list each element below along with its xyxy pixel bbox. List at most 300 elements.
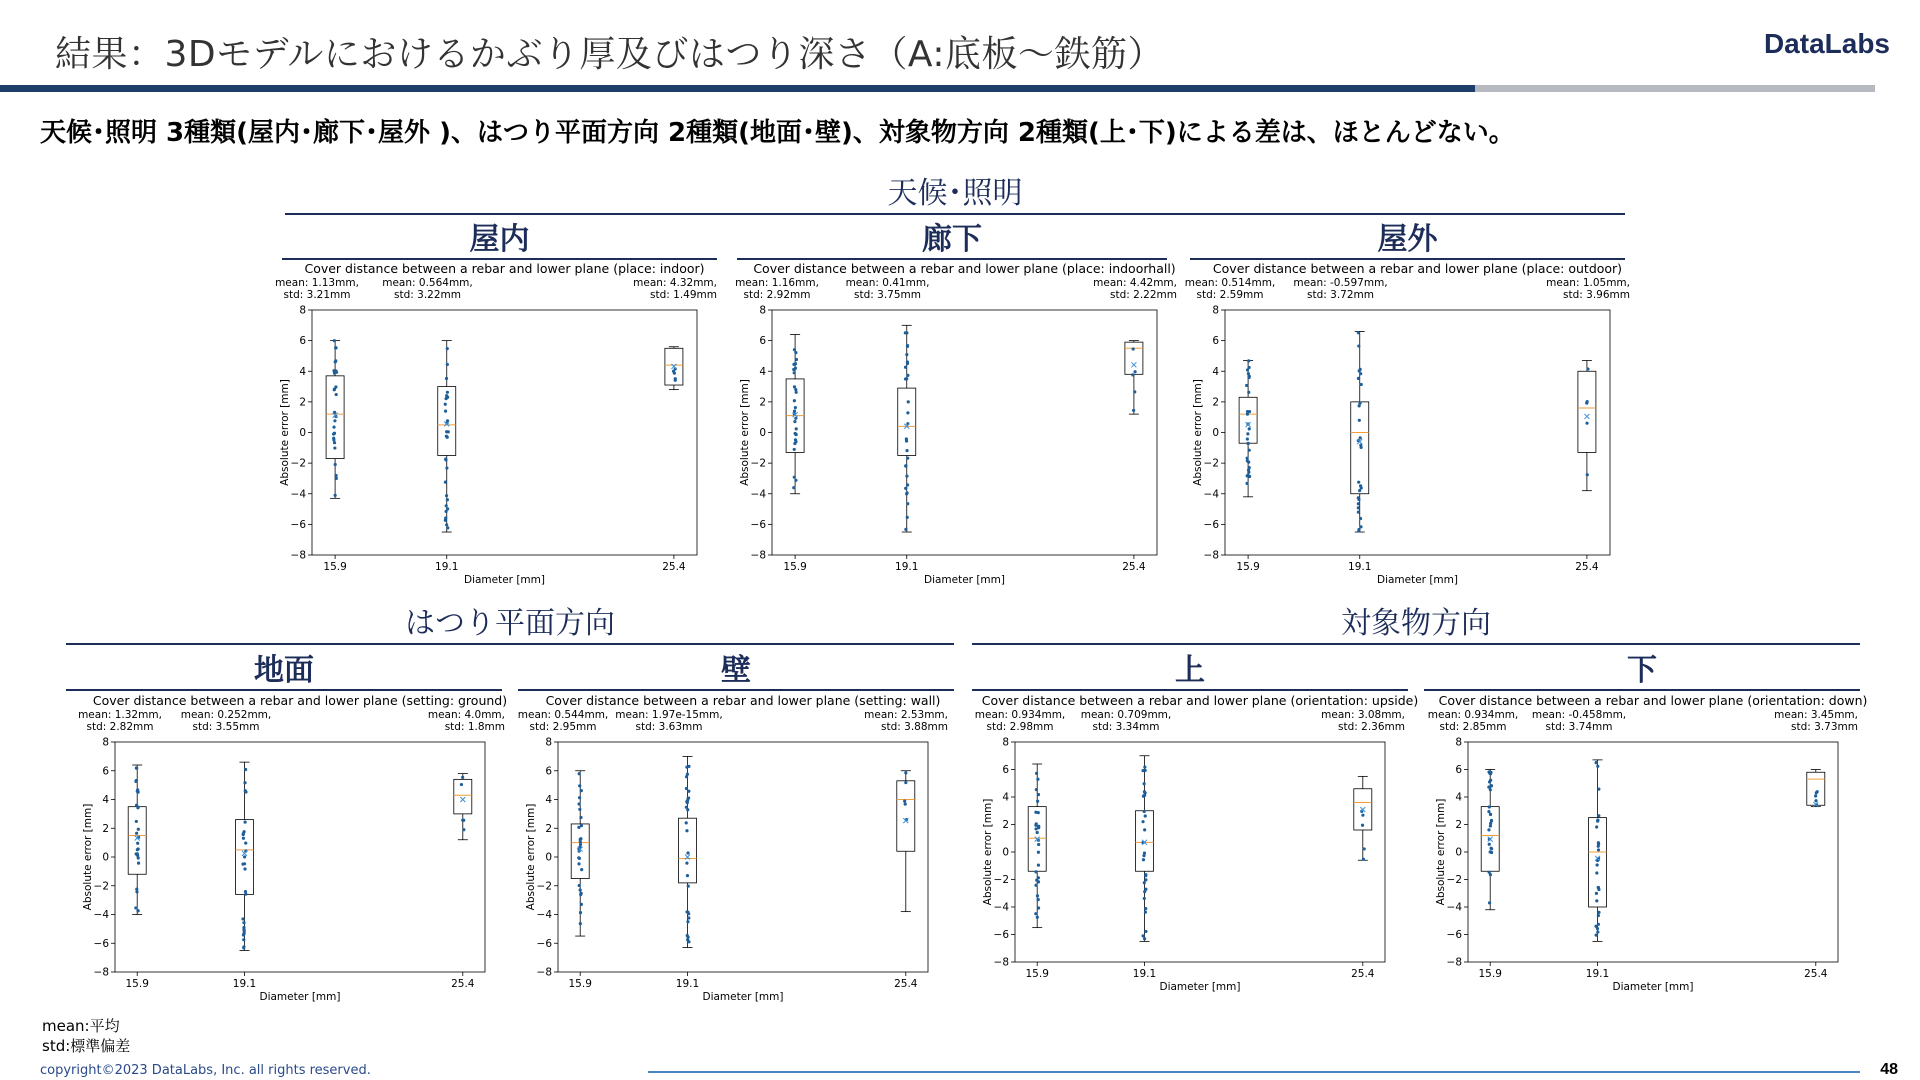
y-tick-label: 8: [1455, 736, 1462, 749]
std-label: std: 1.8mm: [444, 721, 505, 733]
data-point: [137, 806, 140, 809]
data-point: [904, 366, 907, 369]
data-point: [1595, 871, 1598, 874]
y-tick-label: 0: [102, 851, 109, 864]
y-tick-label: 2: [1212, 396, 1219, 409]
x-tick-label: 25.4: [1351, 968, 1375, 980]
x-tick-label: 15.9: [1478, 968, 1502, 980]
data-point: [242, 946, 245, 949]
chart-wall: [518, 694, 958, 1014]
y-tick-label: −4: [290, 488, 306, 501]
data-point: [136, 848, 139, 851]
data-point: [334, 360, 337, 363]
data-point: [793, 410, 796, 413]
y-tick-label: 6: [759, 335, 766, 348]
data-point: [1248, 410, 1251, 413]
chart-title: Cover distance between a rebar and lower plane (place: outdoor): [1212, 261, 1623, 276]
y-tick-label: 6: [545, 765, 552, 778]
x-tick-label: 15.9: [323, 561, 347, 573]
y-tick-label: 0: [1212, 427, 1219, 439]
data-point: [1034, 827, 1037, 830]
chart-title: Cover distance between a rebar and lower plane (setting: wall): [545, 693, 941, 708]
data-point: [906, 345, 909, 348]
data-point: [1132, 347, 1135, 350]
data-point: [1037, 880, 1040, 883]
data-point: [1597, 787, 1600, 790]
data-point: [444, 458, 447, 461]
subtitle-divider-ground: [66, 689, 502, 691]
data-point: [446, 347, 449, 350]
data-point: [1361, 814, 1364, 817]
data-point: [1142, 854, 1145, 857]
data-point: [1357, 510, 1360, 513]
y-tick-label: 8: [1212, 304, 1219, 317]
x-axis-label: Diameter [mm]: [702, 991, 784, 1003]
mean-label: mean: 0.564mm,: [382, 277, 473, 289]
data-point: [135, 887, 138, 890]
data-point: [579, 838, 582, 841]
box-iqr: [898, 388, 916, 455]
data-point: [445, 494, 448, 497]
data-point: [1489, 847, 1492, 850]
data-point: [579, 816, 582, 819]
y-tick-label: −4: [1446, 901, 1462, 914]
plot-area: [1015, 742, 1385, 962]
data-point: [243, 867, 246, 870]
data-point: [243, 855, 246, 858]
group-title-plane: はつり平面方向: [405, 606, 615, 641]
plot-area: [1468, 742, 1838, 962]
y-tick-label: −2: [993, 874, 1009, 886]
data-point: [1132, 409, 1135, 412]
y-tick-label: 6: [1002, 764, 1009, 776]
x-tick-label: 19.1: [895, 561, 919, 573]
data-point: [685, 787, 688, 790]
subtitle-ground: 地面: [254, 653, 314, 688]
y-tick-label: 0: [1002, 846, 1009, 859]
data-point: [1488, 805, 1491, 808]
x-tick-label: 19.1: [1585, 968, 1610, 980]
data-point: [1247, 468, 1250, 471]
data-point: [1357, 481, 1360, 484]
data-point: [460, 783, 463, 786]
copyright: copyright©2023 DataLabs, Inc. all rights reserved.: [40, 1063, 371, 1078]
y-tick-label: −2: [93, 880, 109, 893]
data-point: [243, 930, 246, 933]
data-point: [1357, 377, 1360, 380]
data-point: [686, 773, 689, 776]
mean-label: mean: 0.252mm,: [180, 709, 272, 721]
data-point: [1489, 824, 1492, 827]
data-point: [1359, 525, 1362, 528]
data-point: [136, 852, 139, 855]
data-point: [335, 477, 338, 480]
x-axis-label: Diameter [mm]: [463, 574, 546, 586]
data-point: [1246, 474, 1249, 477]
data-point: [903, 800, 906, 803]
data-point: [1487, 810, 1490, 813]
std-label: std: 2.36mm: [1338, 721, 1405, 733]
std-label: std: 3.72mm: [1307, 289, 1374, 301]
data-point: [444, 410, 447, 413]
data-point: [1143, 828, 1146, 831]
chart-title: Cover distance between a rebar and lower plane (place: indoor): [304, 261, 705, 276]
data-point: [1144, 888, 1147, 891]
x-axis-label: Diameter [mm]: [1376, 574, 1459, 586]
data-point: [580, 868, 583, 871]
data-point: [1586, 473, 1589, 476]
header-divider: [0, 85, 1475, 92]
data-point: [793, 399, 796, 402]
data-point: [1246, 368, 1249, 371]
subtitle-divider-outdoor: [1190, 258, 1625, 260]
y-tick-label: −8: [536, 966, 552, 979]
data-point: [578, 884, 581, 887]
data-point: [1490, 819, 1493, 822]
box-15.9: [1481, 770, 1499, 910]
mean-label: mean: 1.97e-15mm,: [615, 709, 723, 721]
mean-label: mean: 0.709mm,: [1080, 709, 1172, 721]
data-point: [134, 780, 137, 783]
y-tick-label: 2: [102, 822, 109, 835]
x-tick-label: 25.4: [1122, 561, 1146, 573]
data-point: [445, 504, 448, 507]
data-point: [1357, 344, 1360, 347]
data-point: [1596, 820, 1599, 823]
y-tick-label: −6: [993, 929, 1009, 941]
y-tick-label: −8: [750, 549, 766, 562]
page-number: 48: [1880, 1061, 1898, 1078]
data-point: [1144, 907, 1147, 910]
data-point: [793, 348, 796, 351]
data-point: [794, 351, 797, 354]
mean-label: mean: 0.41mm,: [845, 277, 930, 289]
data-point: [333, 419, 336, 422]
y-tick-label: −6: [93, 937, 109, 950]
mean-label: mean: 1.05mm,: [1546, 277, 1630, 289]
data-point: [1489, 771, 1492, 774]
y-tick-label: 6: [299, 335, 306, 348]
y-tick-label: 2: [299, 396, 306, 409]
data-point: [1245, 482, 1248, 485]
data-point: [793, 420, 796, 423]
data-point: [793, 371, 796, 374]
data-point: [1034, 912, 1037, 915]
y-tick-label: 0: [1455, 846, 1462, 859]
data-point: [795, 391, 798, 394]
data-point: [1037, 898, 1040, 901]
data-point: [242, 921, 245, 924]
data-point: [332, 432, 335, 435]
data-point: [1036, 778, 1039, 781]
data-point: [1357, 331, 1360, 334]
y-tick-label: −4: [993, 901, 1009, 914]
data-point: [687, 796, 690, 799]
data-point: [333, 339, 336, 342]
data-point: [1248, 375, 1251, 378]
y-tick-label: 8: [299, 304, 306, 317]
y-axis-label: Absolute error [mm]: [739, 379, 751, 486]
brand-logo: DataLabs: [1763, 28, 1890, 59]
plot-area: [772, 310, 1157, 555]
data-point: [1142, 934, 1145, 937]
data-point: [1487, 828, 1490, 831]
x-tick-label: 25.4: [1804, 968, 1828, 980]
data-point: [1037, 811, 1040, 814]
data-point: [904, 464, 907, 467]
std-label: std: 3.22mm: [394, 289, 461, 301]
box-15.9: [128, 765, 146, 915]
std-label: std: 3.88mm: [881, 721, 948, 733]
data-point: [1035, 772, 1038, 775]
std-label: std: 3.63mm: [635, 721, 703, 733]
std-label: std: 2.59mm: [1196, 289, 1264, 301]
data-point: [1597, 814, 1600, 817]
y-tick-label: 4: [1455, 791, 1462, 804]
data-point: [1037, 906, 1040, 909]
data-point: [1488, 780, 1491, 783]
data-point: [1597, 886, 1600, 889]
std-label: std: 1.49mm: [650, 289, 717, 301]
data-point: [794, 432, 797, 435]
x-axis-label: Diameter [mm]: [259, 991, 341, 1003]
data-point: [1037, 793, 1040, 796]
data-point: [1594, 925, 1597, 928]
chart-title: Cover distance between a rebar and lower plane (place: indoorhall): [753, 261, 1176, 276]
data-point: [1037, 876, 1040, 879]
data-point: [1596, 863, 1599, 866]
x-tick-label: 25.4: [894, 978, 918, 990]
chart-title: Cover distance between a rebar and lower plane (setting: ground): [92, 693, 508, 708]
y-axis-label: Absolute error [mm]: [82, 803, 94, 911]
x-tick-label: 25.4: [1575, 561, 1599, 573]
data-point: [446, 391, 449, 394]
data-point: [1143, 790, 1146, 793]
data-point: [1814, 799, 1817, 802]
data-point: [244, 768, 247, 771]
subtitle-divider-indoor: [282, 258, 717, 260]
std-label: std: 2.95mm: [529, 721, 597, 733]
y-tick-label: −2: [290, 457, 306, 470]
y-tick-label: 4: [299, 365, 306, 378]
subtitle-up: 上: [1175, 653, 1205, 688]
mean-marker: [460, 797, 465, 802]
box-19.1: [1589, 760, 1607, 942]
y-axis-label: Absolute error [mm]: [1435, 798, 1447, 906]
x-tick-label: 19.1: [1132, 968, 1157, 980]
data-point: [1595, 934, 1598, 937]
data-point: [794, 479, 797, 482]
slide-title: 結果：3Dモデルにおけるかぶり厚及びはつり深さ（A:底板～鉄筋）: [55, 34, 1164, 75]
y-tick-label: −8: [93, 966, 109, 979]
y-tick-label: 8: [1002, 736, 1009, 749]
data-point: [1034, 884, 1037, 887]
data-point: [1248, 449, 1251, 452]
y-tick-label: −4: [93, 909, 109, 921]
data-point: [241, 917, 244, 920]
x-tick-label: 15.9: [783, 561, 807, 573]
chart-ground: [75, 694, 515, 1014]
data-point: [904, 487, 907, 490]
x-tick-label: 19.1: [232, 978, 257, 990]
y-tick-label: 4: [1002, 791, 1009, 804]
data-point: [578, 784, 581, 787]
data-point: [906, 502, 909, 505]
data-point: [1359, 436, 1362, 439]
data-point: [242, 833, 245, 836]
data-point: [135, 766, 138, 769]
data-point: [1597, 845, 1600, 848]
data-point: [242, 938, 245, 941]
data-point: [580, 789, 583, 792]
data-point: [1358, 419, 1361, 422]
data-point: [1143, 810, 1146, 813]
box-15.9: [1028, 764, 1046, 928]
data-point: [446, 363, 449, 366]
data-point: [1597, 841, 1600, 844]
data-point: [1133, 370, 1136, 373]
data-point: [1246, 437, 1249, 440]
box-19.1: [679, 756, 697, 947]
data-point: [444, 481, 447, 484]
y-tick-label: 0: [299, 427, 306, 439]
y-axis-label: Absolute error [mm]: [1192, 379, 1204, 486]
box-19.1: [438, 341, 456, 532]
data-point: [244, 890, 247, 893]
chart-title: Cover distance between a rebar and lower plane (orientation: down): [1438, 693, 1868, 708]
y-tick-label: −4: [1203, 488, 1219, 501]
data-point: [686, 911, 689, 914]
y-tick-label: −6: [750, 518, 766, 531]
data-point: [579, 911, 582, 914]
data-point: [687, 940, 690, 943]
data-point: [1597, 911, 1600, 914]
data-point: [1246, 413, 1249, 416]
box-15.9: [571, 771, 589, 936]
mean-marker: [1584, 414, 1589, 419]
data-point: [577, 802, 580, 805]
data-point: [334, 369, 337, 372]
data-point: [1488, 871, 1491, 874]
std-label: std: 3.21mm: [283, 289, 351, 301]
data-point: [335, 393, 338, 396]
chart-hall: [732, 262, 1187, 597]
y-tick-label: −8: [1446, 956, 1462, 969]
y-tick-label: 4: [102, 794, 109, 806]
data-point: [904, 781, 907, 784]
data-point: [135, 890, 138, 893]
data-point: [244, 841, 247, 844]
box-iqr: [128, 807, 146, 875]
data-point: [137, 862, 140, 865]
data-point: [1357, 502, 1360, 505]
box-iqr: [1125, 342, 1143, 374]
mean-label: mean: 0.544mm,: [517, 709, 609, 721]
data-point: [1359, 517, 1362, 520]
data-point: [1597, 848, 1600, 851]
data-point: [1489, 813, 1492, 816]
data-point: [904, 528, 907, 531]
data-point: [243, 830, 246, 833]
data-point: [332, 426, 335, 429]
data-point: [687, 916, 690, 919]
subtitle-indoor: 屋内: [469, 222, 530, 257]
y-tick-label: −2: [1203, 457, 1219, 470]
chart-title: Cover distance between a rebar and lower plane (orientation: upside): [981, 693, 1419, 708]
data-point: [906, 411, 909, 414]
mean-label: mean: 4.32mm,: [633, 277, 717, 289]
y-tick-label: −6: [1446, 929, 1462, 941]
mean-label: mean: 3.45mm,: [1774, 709, 1858, 721]
data-point: [1358, 402, 1361, 405]
data-point: [905, 437, 908, 440]
data-point: [445, 377, 448, 380]
data-point: [1247, 391, 1250, 394]
mean-label: mean: 0.934mm,: [1427, 709, 1519, 721]
data-point: [1585, 422, 1588, 425]
data-point: [137, 828, 140, 831]
data-point: [906, 457, 909, 460]
chart-outdoor: [1185, 262, 1640, 597]
data-point: [1133, 390, 1136, 393]
data-point: [1360, 383, 1363, 386]
data-point: [1357, 496, 1360, 499]
data-point: [1362, 858, 1365, 861]
box-15.9: [1239, 359, 1257, 497]
data-point: [445, 523, 448, 526]
y-tick-label: −2: [1446, 874, 1462, 886]
mean-label: mean: 1.13mm,: [275, 277, 359, 289]
std-label: std: 2.85mm: [1439, 721, 1507, 733]
data-point: [446, 507, 449, 510]
data-point: [578, 808, 581, 811]
data-point: [1488, 901, 1491, 904]
note-std: std:標準偏差: [42, 1037, 131, 1055]
box-25.4: [1354, 776, 1372, 860]
data-point: [333, 441, 336, 444]
data-point: [243, 781, 246, 784]
data-point: [1361, 824, 1364, 827]
data-point: [577, 862, 580, 865]
y-tick-label: −8: [993, 956, 1009, 969]
x-tick-label: 19.1: [675, 978, 700, 990]
data-point: [687, 790, 690, 793]
footer-divider: [648, 1071, 1860, 1073]
data-point: [579, 892, 582, 895]
box-iqr: [1136, 811, 1154, 872]
data-point: [446, 436, 449, 439]
data-point: [1034, 870, 1037, 873]
data-point: [793, 476, 796, 479]
data-point: [906, 483, 909, 486]
data-point: [674, 377, 677, 380]
data-point: [333, 388, 336, 391]
data-point: [686, 920, 689, 923]
y-tick-label: −6: [1203, 518, 1219, 531]
x-tick-label: 25.4: [662, 561, 686, 573]
data-point: [793, 442, 796, 445]
data-point: [134, 906, 137, 909]
mean-label: mean: -0.458mm,: [1531, 709, 1627, 721]
plot-area: [1225, 310, 1610, 555]
data-point: [137, 791, 140, 794]
data-point: [1595, 899, 1598, 902]
y-tick-label: −8: [290, 549, 306, 562]
mean-label: mean: -0.597mm,: [1293, 277, 1388, 289]
data-point: [461, 776, 464, 779]
data-point: [444, 403, 447, 406]
mean-label: mean: 0.514mm,: [1184, 277, 1276, 289]
